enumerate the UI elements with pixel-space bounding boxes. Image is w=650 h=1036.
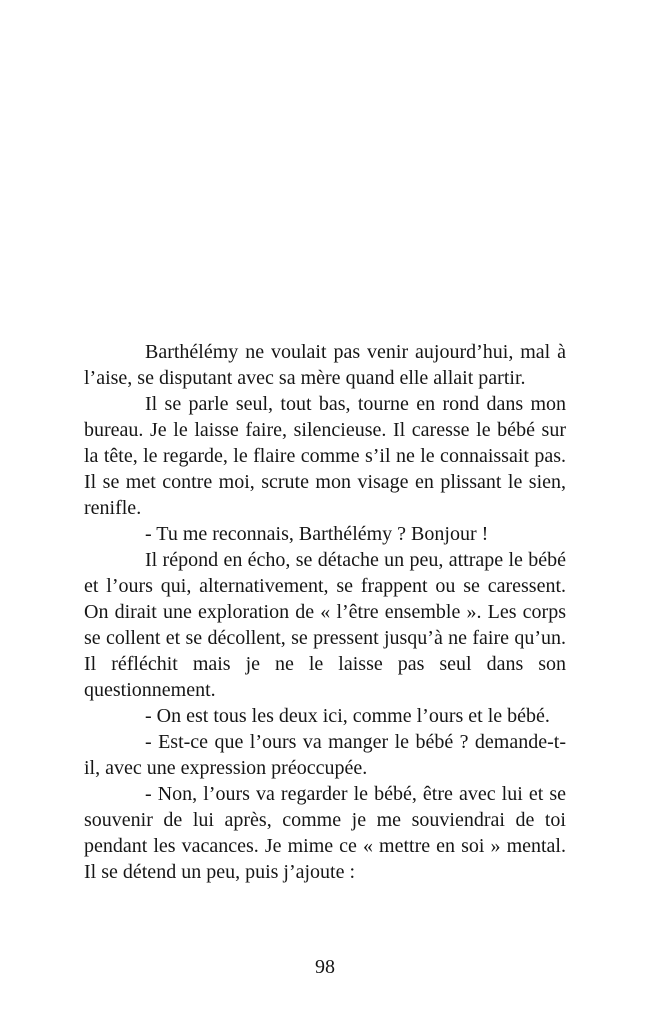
paragraph-dialogue: - Est-ce que l’ours va manger le bébé ? demande-t-il, avec une expression préoccupée. <box>84 731 566 779</box>
page-text-block <box>84 339 566 885</box>
paragraph-narration: Il répond en écho, se détache un peu, attrape le bébé et l’ours qui, alternativement, se frappent ou se caressent. On dirait une exploration de « l’être ensemble ». Les corps se collent et se décollent, se pressent jusqu’à ne faire qu’un. Il réfléchit mais je ne le laisse pas seul dans son questionnement. <box>84 549 566 701</box>
paragraph-dialogue: - Non, l’ours va regarder le bébé, être avec lui et se souvenir de lui après, comme je me souviendrai de toi pendant les vacances. Je mime ce « mettre en soi » mental. Il se détend un peu, puis j’ajoute : <box>84 783 566 883</box>
paragraph-narration: Il se parle seul, tout bas, tourne en rond dans mon bureau. Je le laisse faire, silencieuse. Il caresse le bébé sur la tête, le regarde, le flaire comme s’il ne le connaissait pas. Il se met contre moi, scrute mon visage en plissant le sien, renifle. <box>84 393 566 519</box>
paragraph-dialogue: - On est tous les deux ici, comme l’ours et le bébé. <box>145 705 550 727</box>
paragraph-dialogue: - Tu me reconnais, Barthélémy ? Bonjour ! <box>145 523 489 545</box>
paragraph-narration: Barthélémy ne voulait pas venir aujourd’hui, mal à l’aise, se disputant avec sa mère quand elle allait partir. <box>84 341 566 389</box>
page-number: 98 <box>315 956 335 978</box>
